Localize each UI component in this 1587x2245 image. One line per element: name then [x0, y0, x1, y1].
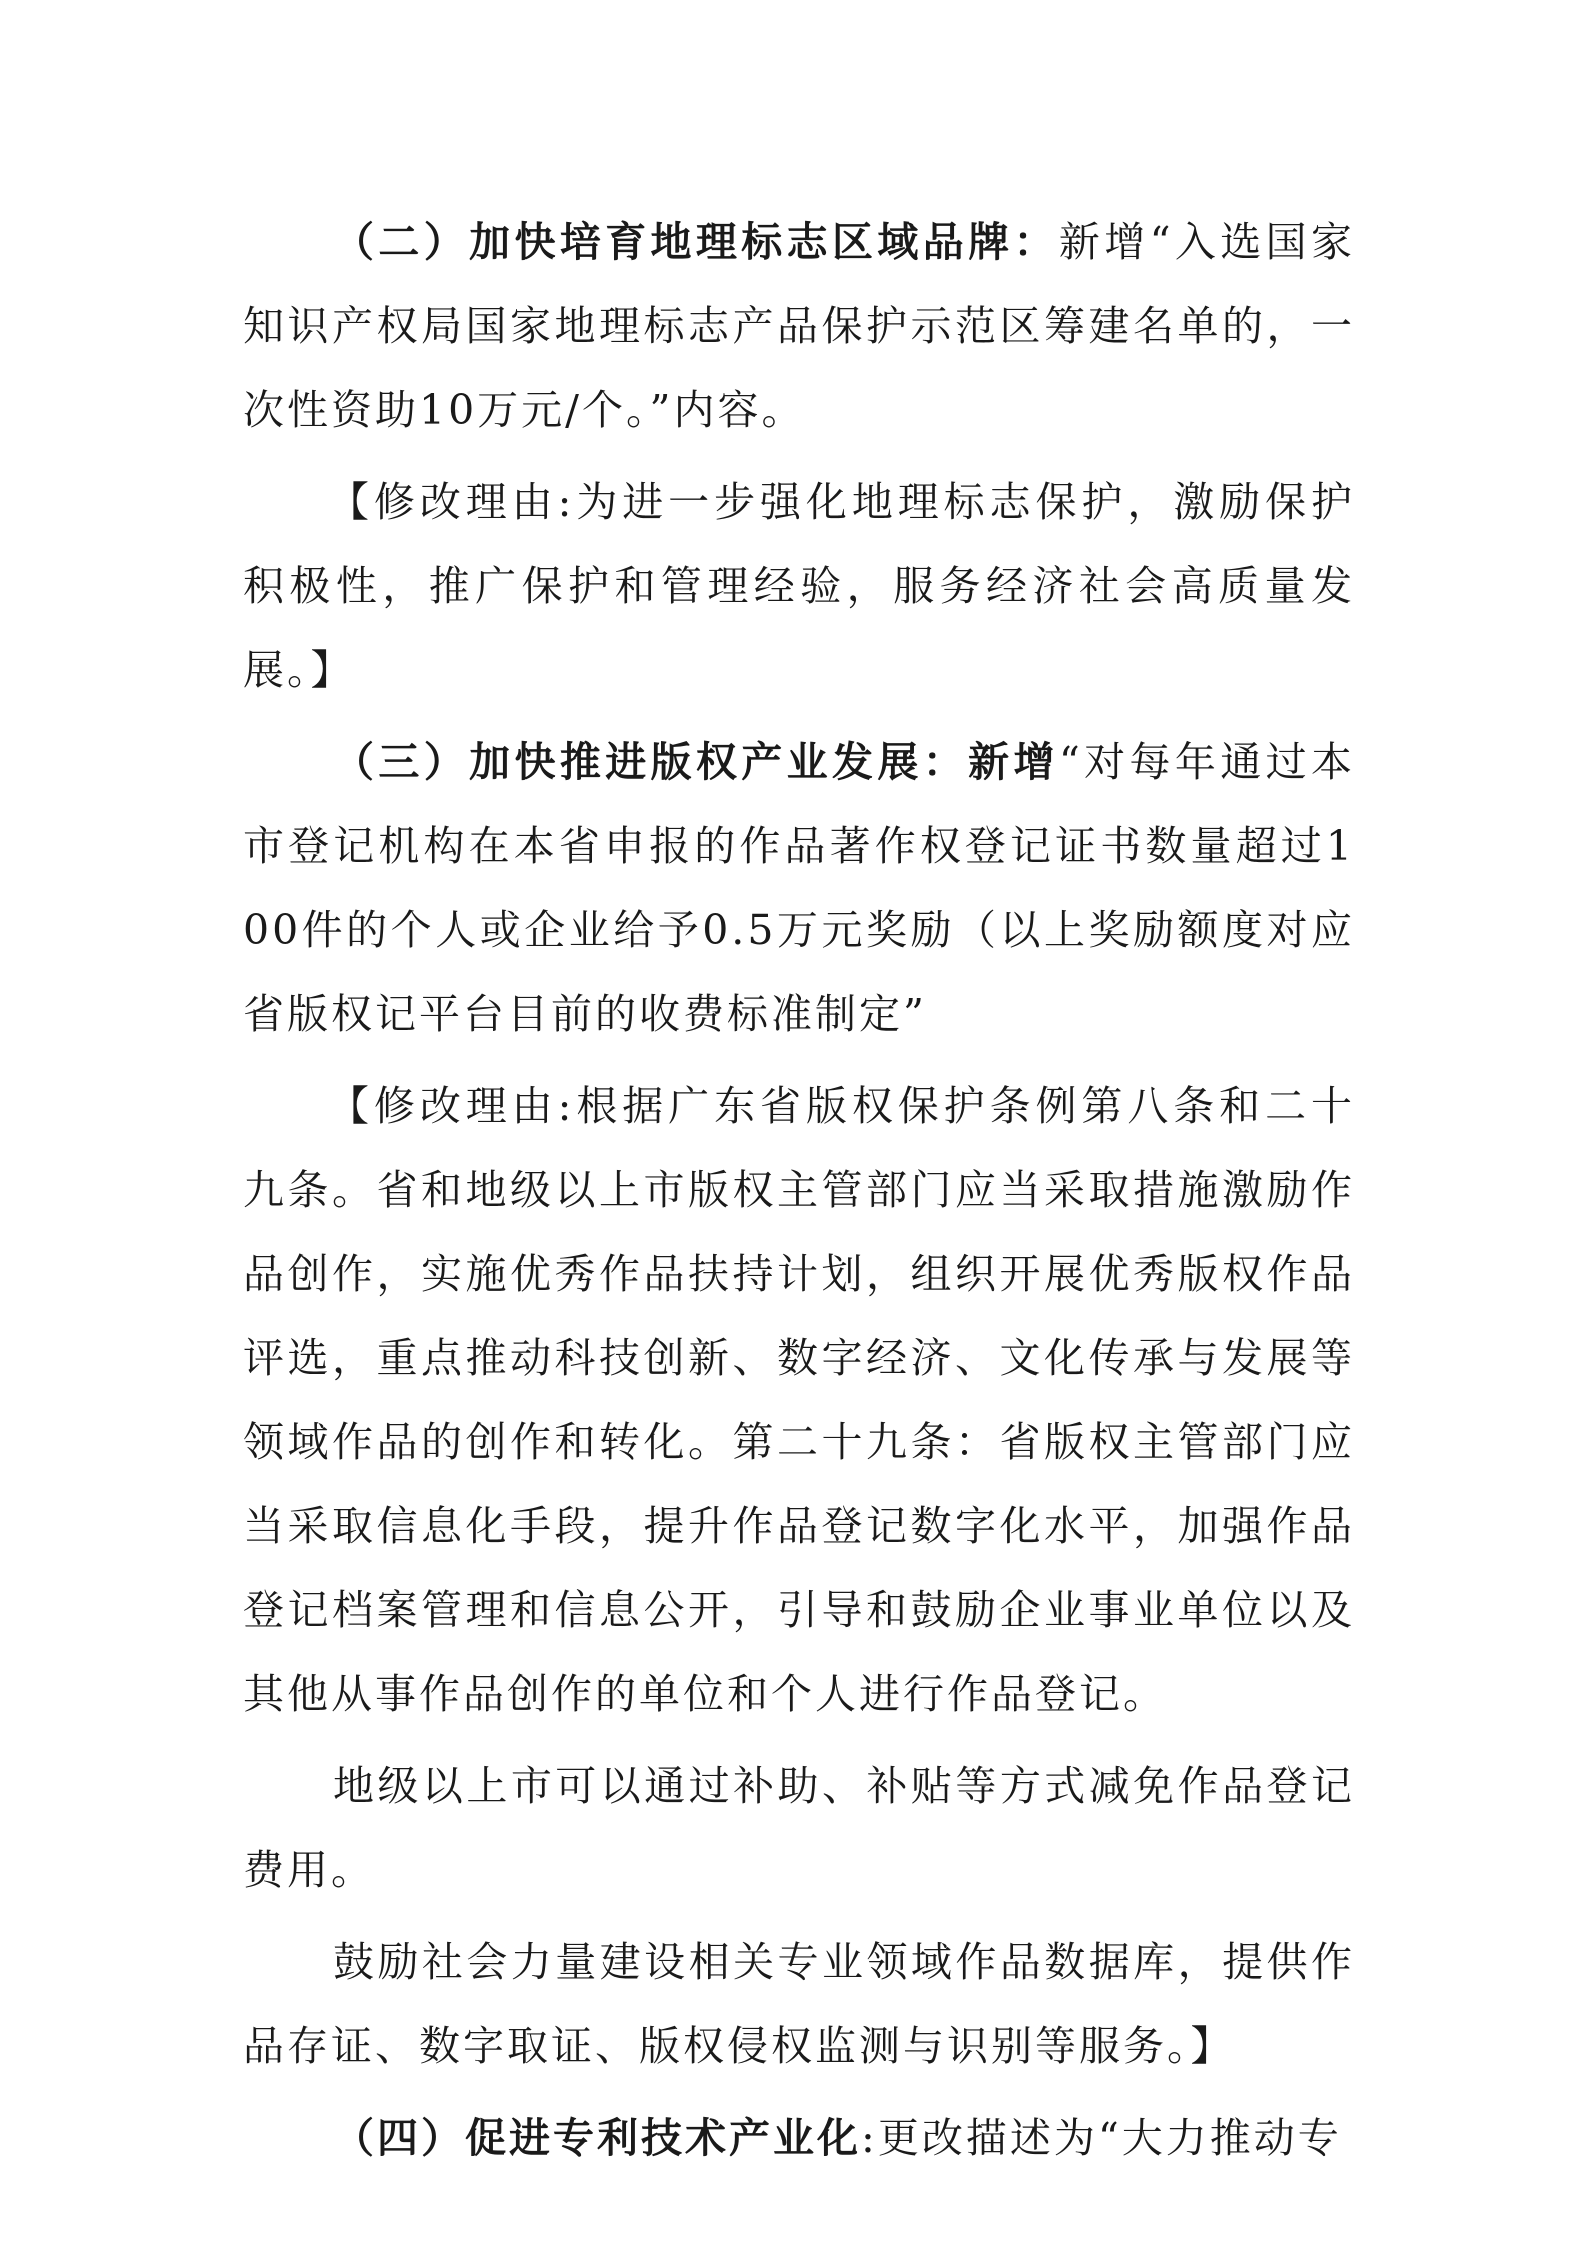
section-2-reason-text: 【修改理由:为进一步强化地理标志保护，激励保护积极性，推广保护和管理经验，服务经济社会高质量发展。】 — [243, 478, 1355, 694]
fees-paragraph — [243, 1744, 1355, 1912]
section-3-text: “对每年通过本市登记机构在本省申报的作品著作权登记证书数量超过100件的个人或企业给予0.5万元奖励（以上奖励额度对应省版权记平台目前的收费标准制定” — [243, 738, 1355, 1038]
section-2-reason-paragraph — [243, 460, 1355, 712]
section-3-paragraph — [243, 720, 1355, 1056]
section-4-text: :更改描述为“大力推动专 — [861, 2114, 1342, 2162]
section-2-paragraph — [243, 200, 1355, 452]
database-paragraph — [243, 1920, 1355, 2088]
section-2-text: 新增“入选国家知识产权局国家地理标志产品保护示范区筹建名单的，一次性资助10万元/个。”内容。 — [243, 218, 1355, 434]
section-4-heading: （四）促进专利技术产业化 — [333, 2114, 861, 2162]
section-2-heading: （二）加快培育地理标志区域品牌： — [333, 218, 1059, 266]
fees-text: 地级以上市可以通过补助、补贴等方式减免作品登记费用。 — [243, 1762, 1355, 1894]
section-3-reason-paragraph — [243, 1064, 1355, 1736]
section-3-reason-text: 【修改理由:根据广东省版权保护条例第八条和二十九条。省和地级以上市版权主管部门应当采取措施激励作品创作，实施优秀作品扶持计划，组织开展优秀版权作品评选，重点推动科技创新、数字经济、文化传承与发展等领域作品的创作和转化。第二十九条：省版权主管部门应当采取信息化手段，提升作品登记数字化水平，加强作品登记档案管理和信息公开，引导和鼓励企业事业单位以及其他从事作品创作的单位和个人进行作品登记。 — [243, 1082, 1355, 1718]
section-3-heading: （三）加快推进版权产业发展：新增 — [333, 738, 1059, 786]
document-body — [243, 200, 1355, 2188]
database-text: 鼓励社会力量建设相关专业领域作品数据库，提供作品存证、数字取证、版权侵权监测与识别等服务。】 — [243, 1938, 1355, 2070]
section-4-paragraph — [243, 2096, 1355, 2180]
